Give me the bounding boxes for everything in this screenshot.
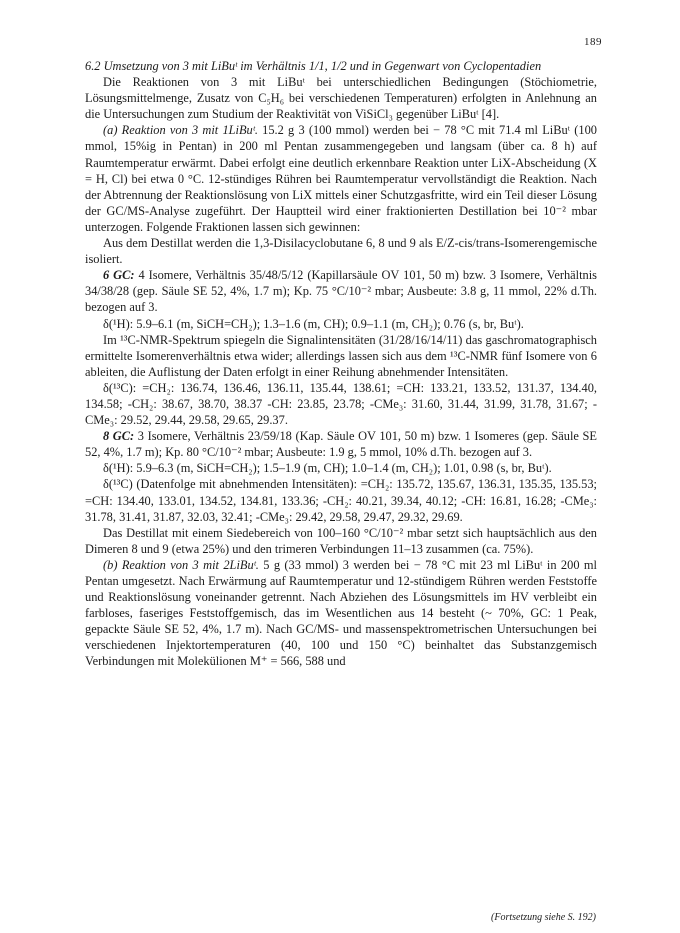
paragraph-compound-8-c-nmr: δ(¹³C) (Datenfolge mit abnehmenden Intensitäten): =CH₂: 135.72, 135.67, 136.31, 135.35, 135.53; =CH: 134.40, 133.01, 134.52, 134.81, 133.36; -CH₂: 40.21, 39.34, 40.12; -CH: 16.81, 16.28; -CMe₃: 31.78, 31.41, 31.87, 32.03, 32.41; -CMe₃: 29.42, 29.58, 29.47, 29.32, 29.69. [85, 477, 597, 524]
page-number: 189 [584, 36, 602, 48]
paragraph-c13-spectrum: Im ¹³C-NMR-Spektrum spiegeln die Signalintensitäten (31/28/16/14/11) das gaschromatographisch ermittelte Isomerenverhältnis etwa wider; allerdings lassen sich aus dem ¹³C-NMR fünf Isomere von 6 ableiten, die Auflistung der Daten erfolgt in einer Reihung abnehmender Intensitäten. [85, 332, 597, 379]
paragraph-distillate: Aus dem Destillat werden die 1,3-Disilacyclobutane 6, 8 und 9 als E/Z-cis/trans-Isomerengemische isoliert. [85, 236, 597, 267]
paragraph-compound-6-h-nmr: δ(¹H): 5.9–6.1 (m, SiCH=CH₂); 1.3–1.6 (m, CH); 0.9–1.1 (m, CH₂); 0.76 (s, br, Buᵗ). [103, 316, 524, 331]
compound-6-gc-text: 4 Isomere, Verhältnis 35/48/5/12 (Kapillarsäule OV 101, 50 m) bzw. 3 Isomere, Verhältnis 34/38/28 (gep. Säule SE 52, 4%, 1.7 m); Kp. 75 °C/10⁻² mbar; Ausbeute: 3.8 g, 11 mmol, 22% d.Th. bezogen auf 3. [85, 268, 597, 315]
paragraph-compound-6-gc [85, 267, 597, 315]
body-text [85, 58, 597, 670]
paragraph-reaction-a [85, 122, 597, 235]
reaction-a-text: 15.2 g 3 (100 mmol) werden bei − 78 °C mit 71.4 ml LiBuᵗ (100 mmol, 15%ig in Pentan) in 200 ml Pentan zusammengegeben und langsam (über ca. 8 h) auf Raumtemperatur erwärmt. Dabei erfolgt eine deutlich erkennbare Reaktion unter LiX-Abscheidung (X = H, Cl) bei etwa 0 °C. 12-stündiges Rühren bei Raumtemperatur vervollständigt die Reaktion. Nach der Abtrennung der Reaktionslösung von LiX mittels einer Schutzgasfritte, wird ein Teil dieser Lösung der GC/MS-Analyse zugeführt. Der Hauptteil wird einer fraktionierten Destillation bei 10⁻² mbar unterzogen. Folgende Fraktionen lassen sich gewinnen: [85, 123, 597, 234]
paragraph-compound-8-gc [85, 428, 597, 460]
section-title: 6.2 Umsetzung von 3 mit LiBuᵗ im Verhältnis 1/1, 1/2 und in Gegenwart von Cyclopentadien [85, 59, 542, 73]
paragraph-destillate-composition: Das Destillat mit einem Siedebereich von 100–160 °C/10⁻² mbar setzt sich hauptsächlich aus den Dimeren 8 und 9 (etwa 25%) und den trimeren Verbindungen 11–13 zusammen (ca. 75%). [85, 525, 597, 556]
compound-8-heading: 8 GC: [103, 429, 135, 444]
reaction-a-heading: (a) Reaktion von 3 mit 1LiBuᵗ. [103, 123, 258, 138]
continuation-note: (Fortsetzung siehe S. 192) [491, 912, 596, 923]
reaction-b-text: 5 g (33 mmol) 3 werden bei − 78 °C mit 23 ml LiBuᵗ in 200 ml Pentan umgesetzt. Nach Erwärmung auf Raumtemperatur und 12-stündigem Rühren werden Feststoffe und Reaktionslösung voneinander getrennt. Nach Abziehen des Lösungsmittels im HV verbleibt ein farbloses, faseriges Feststoffgemisch, das im Wesentlichen aus 14 besteht (~ 70%, GC: 1 Peak, gepackte Säule SE 52, 4%, 1.7 m). Nach GC/MS- und massenspektrometrischen Untersuchungen bei verschiedenen Injektortemperaturen (40, 100 und 150 °C) beinhaltet das Substanzgemisch Verbindungen mit Molekülionen M⁺ = 566, 588 und [85, 557, 597, 669]
paragraph-intro: Die Reaktionen von 3 mit LiBuᵗ bei unterschiedlichen Bedingungen (Stöchiometrie, Lösungsmittelmenge, Zusatz von C₅H₆ bei verschiedenen Temperaturen) erfolgten in Anlehnung an die Untersuchungen zum Studium der Reaktivität von ViSiCl₃ gegenüber LiBuᵗ [4]. [85, 75, 597, 122]
paragraph-compound-8-h-nmr: δ(¹H): 5.9–6.3 (m, SiCH=CH₂); 1.5–1.9 (m, CH); 1.0–1.4 (m, CH₂); 1.01, 0.98 (s, br, Buᵗ). [103, 461, 552, 476]
reaction-b-heading: (b) Reaktion von 3 mit 2LiBuᵗ. [103, 557, 259, 572]
compound-6-heading: 6 GC: [103, 268, 135, 283]
compound-8-gc-text: 3 Isomere, Verhältnis 23/59/18 (Kap. Säule OV 101, 50 m) bzw. 1 Isomeres (gep. Säule SE 52, 4%, 1.7 m); Kp. 80 °C/10⁻² mbar; Ausbeute: 1.9 g, 5 mmol, 10% d.Th. bezogen auf 3. [85, 429, 598, 460]
paragraph-compound-6-c-nmr: δ(¹³C): =CH₂: 136.74, 136.46, 136.11, 135.44, 138.61; =CH: 133.21, 133.52, 131.37, 134.40, 134.58; -CH₂: 38.67, 38.70, 38.37 -CH: 23.85, 23.78; -CMe₃: 31.60, 31.44, 31.99, 31.78, 31.67; -CMe₃: 29.52, 29.44, 29.58, 29.65, 29.37. [85, 380, 597, 428]
paragraph-reaction-b [85, 557, 597, 670]
